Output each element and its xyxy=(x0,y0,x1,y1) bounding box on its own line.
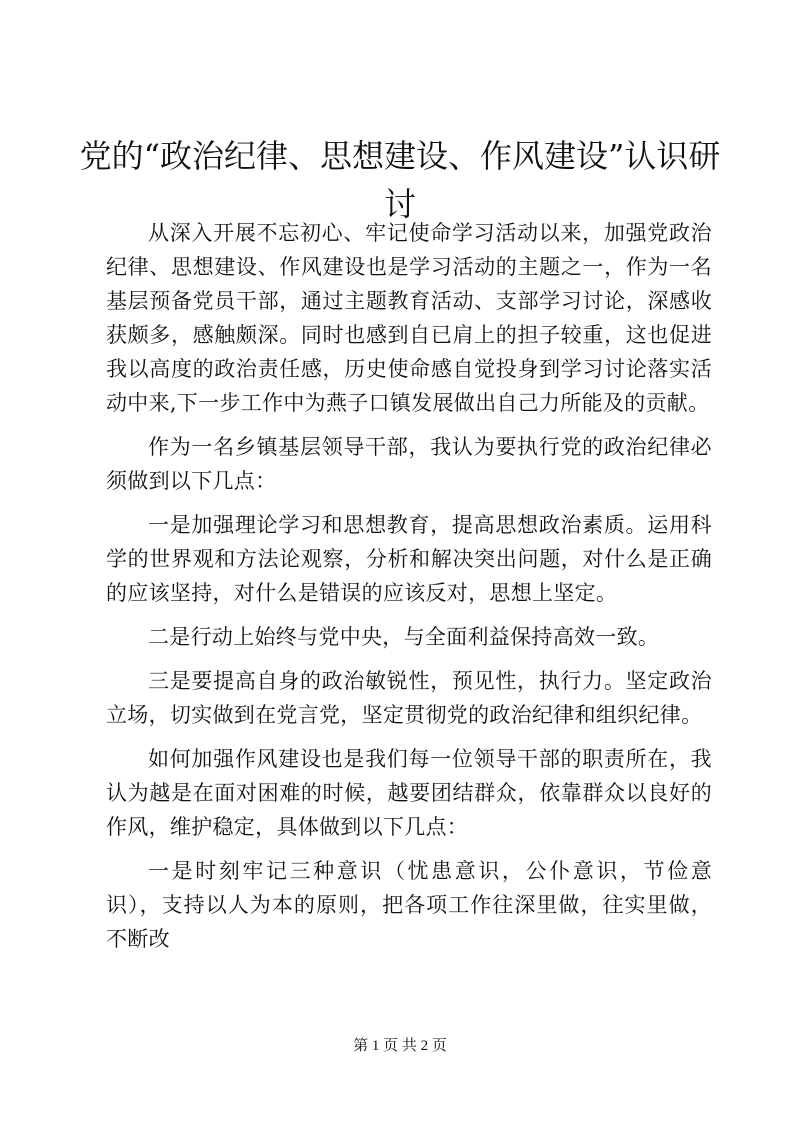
document-body xyxy=(106,216,712,966)
document-title: 党的“政治纪律、思想建设、作风建设”认识研讨 xyxy=(79,137,721,223)
paragraph: 如何加强作风建设也是我们每一位领导干部的职责所在，我认为越是在面对困难的时候，越要团结群众，依靠群众以良好的作风，维护稳定，具体做到以下几点： xyxy=(106,747,712,839)
paragraph: 三是要提高自身的政治敏锐性，预见性，执行力。坚定政治立场，切实做到在党言党，坚定贯彻党的政治纪律和组织纪律。 xyxy=(106,669,712,727)
paragraph: 一是加强理论学习和思想教育，提高思想政治素质。运用科学的世界观和方法论观察，分析和解决突出问题，对什么是正确的应该坚持，对什么是错误的应该反对，思想上坚定。 xyxy=(106,513,712,605)
paragraph: 作为一名乡镇基层领导干部，我认为要执行党的政治纪律必须做到以下几点： xyxy=(106,435,712,493)
paragraph: 一是时刻牢记三种意识（忧患意识，公仆意识，节俭意识），支持以人为本的原则，把各项工作往深里做，往实里做，不断改 xyxy=(106,859,712,951)
page-footer: 第 1 页 共 2 页 xyxy=(353,1038,447,1054)
paragraph: 从深入开展不忘初心、牢记使命学习活动以来，加强党政治纪律、思想建设、作风建设也是学习活动的主题之一，作为一名基层预备党员干部，通过主题教育活动、支部学习讨论，深感收获颇多，感触颇深。同时也感到自已肩上的担子较重，这也促进我以高度的政治责任感，历史使命感自觉投身到学习讨论落实活动中来,下一步工作中为燕子口镇发展做出自己力所能及的贡献。 xyxy=(106,221,712,415)
paragraph: 二是行动上始终与党中央，与全面利益保持高效一致。 xyxy=(148,625,660,649)
